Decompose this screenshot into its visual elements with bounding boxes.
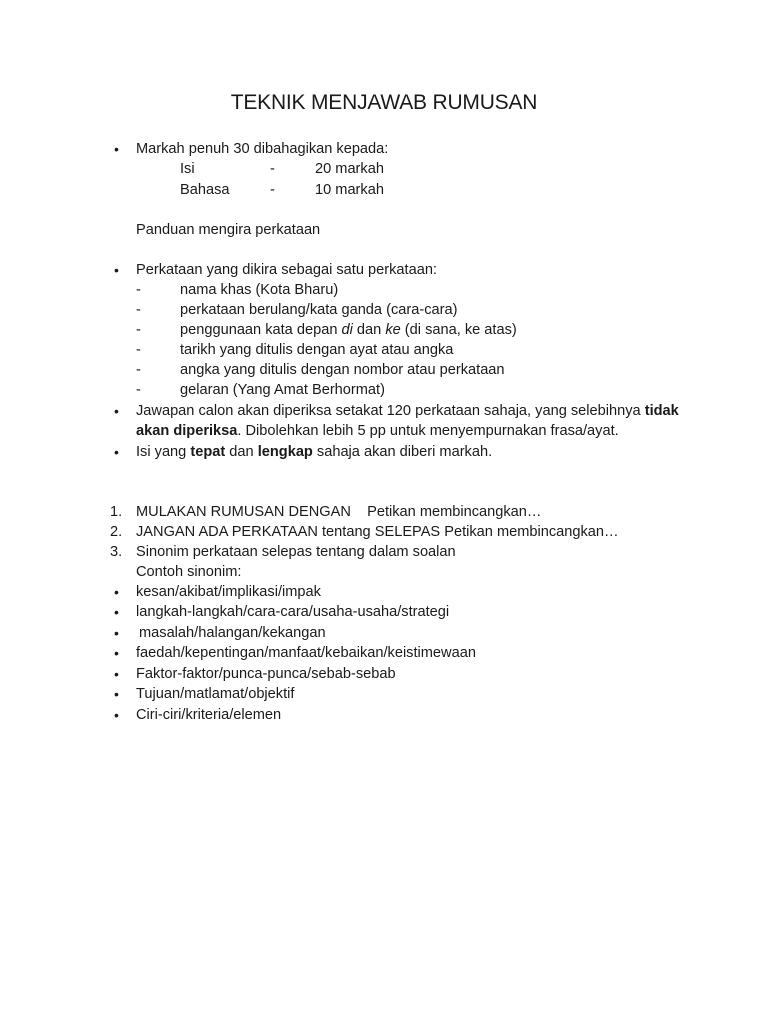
list-item-text: masalah/halangan/kekangan <box>139 625 326 641</box>
markah-row-value: 20 markah <box>315 161 384 177</box>
contoh-heading: Contoh sinonim: <box>136 564 242 580</box>
isi-block <box>0 442 768 462</box>
list-item <box>0 705 768 725</box>
dash-icon: - <box>136 362 141 378</box>
list-item-text: gelaran (Yang Amat Berhormat) <box>180 382 385 398</box>
markah-row-label: Bahasa <box>180 182 230 198</box>
list-item <box>0 380 768 400</box>
text-run-bold: tidak <box>644 403 679 419</box>
list-item <box>0 320 768 340</box>
jawapan-line-1 <box>136 401 679 421</box>
markah-row <box>180 180 230 200</box>
list-item <box>0 602 768 622</box>
list-item <box>0 582 768 602</box>
numbered-item <box>0 542 768 562</box>
item-number: 2. <box>110 524 123 540</box>
list-item <box>0 684 768 704</box>
text-run: dan <box>225 444 258 460</box>
markah-intro: Markah penuh 30 dibahagikan kepada: <box>136 141 389 157</box>
bullet-icon: • <box>114 686 119 702</box>
jawapan-line-2 <box>136 421 619 441</box>
text-run: Jawapan calon akan diperiksa setakat 120 perkataan sahaja, yang selebihnya <box>136 403 645 419</box>
dash-icon: - <box>136 382 141 398</box>
item-number: 3. <box>110 544 123 560</box>
text-run-bold: tepat <box>190 444 226 460</box>
bullet-icon: • <box>114 625 119 641</box>
text-run: Isi yang <box>136 444 191 460</box>
text-run: penggunaan kata depan <box>180 322 342 338</box>
list-item <box>0 643 768 663</box>
markah-row-label: Isi <box>180 161 195 177</box>
dash-icon: - <box>136 342 141 358</box>
bullet-icon: • <box>114 141 119 157</box>
bullet-icon: • <box>114 444 119 460</box>
text-run-italic: ke <box>385 322 401 338</box>
dash-icon: - <box>136 302 141 318</box>
list-item <box>0 300 768 320</box>
list-item <box>0 623 768 643</box>
list-item-text <box>180 320 517 340</box>
bullet-icon: • <box>114 666 119 682</box>
list-item-text: tarikh yang ditulis dengan ayat atau angka <box>180 342 454 358</box>
markah-row <box>180 159 195 179</box>
bullet-icon: • <box>114 707 119 723</box>
bullet-icon: • <box>114 262 119 278</box>
panduan-heading: Panduan mengira perkataan <box>136 222 321 238</box>
bullet-icon: • <box>114 403 119 419</box>
perkataan-block <box>0 260 768 280</box>
text-run: dan <box>352 322 386 338</box>
text-run: (di sana, ke atas) <box>400 322 517 338</box>
bullet-icon: • <box>114 604 119 620</box>
list-item <box>0 280 768 300</box>
markah-row-value: 10 markah <box>315 182 384 198</box>
jawapan-block <box>0 401 768 421</box>
list-item <box>0 664 768 684</box>
list-item-text: Tujuan/matlamat/objektif <box>136 686 295 702</box>
list-item-text: angka yang ditulis dengan nombor atau perkataan <box>180 362 505 378</box>
item-number: 1. <box>110 504 123 520</box>
list-item-text: faedah/kepentingan/manfaat/kebaikan/keistimewaan <box>136 645 476 661</box>
numbered-item <box>0 522 768 542</box>
numbered-item-text: Sinonim perkataan selepas tentang dalam soalan <box>136 544 456 560</box>
perkataan-intro: Perkataan yang dikira sebagai satu perkataan: <box>136 262 437 278</box>
list-item-text: langkah-langkah/cara-cara/usaha-usaha/strategi <box>136 604 450 620</box>
markah-row-sep: - <box>270 161 275 177</box>
isi-line <box>136 442 492 462</box>
dash-icon: - <box>136 282 141 298</box>
list-item <box>0 340 768 360</box>
bullet-icon: • <box>114 645 119 661</box>
numbered-item-text: JANGAN ADA PERKATAAN tentang SELEPAS Petikan membincangkan… <box>136 524 619 540</box>
list-item <box>0 360 768 380</box>
text-run-italic: di <box>341 322 353 338</box>
markah-block <box>0 139 768 159</box>
numbered-item-text: MULAKAN RUMUSAN DENGAN Petikan membincangkan… <box>136 504 542 520</box>
list-item-text: Faktor-faktor/punca-punca/sebab-sebab <box>136 666 396 682</box>
text-run-bold: akan diperiksa <box>136 423 238 439</box>
list-item-text: nama khas (Kota Bharu) <box>180 282 339 298</box>
numbered-item <box>0 502 768 522</box>
list-item-text: kesan/akibat/implikasi/impak <box>136 584 321 600</box>
list-item-text: Ciri-ciri/kriteria/elemen <box>136 707 282 723</box>
bullet-icon: • <box>114 584 119 600</box>
text-run-bold: lengkap <box>257 444 313 460</box>
list-item-text: perkataan berulang/kata ganda (cara-cara) <box>180 302 458 318</box>
text-run: . Dibolehkan lebih 5 pp untuk menyempurnakan frasa/ayat. <box>237 423 619 439</box>
page-title: TEKNIK MENJAWAB RUMUSAN <box>230 91 538 114</box>
text-run: sahaja akan diberi markah. <box>312 444 493 460</box>
markah-row-sep: - <box>270 182 275 198</box>
dash-icon: - <box>136 322 141 338</box>
